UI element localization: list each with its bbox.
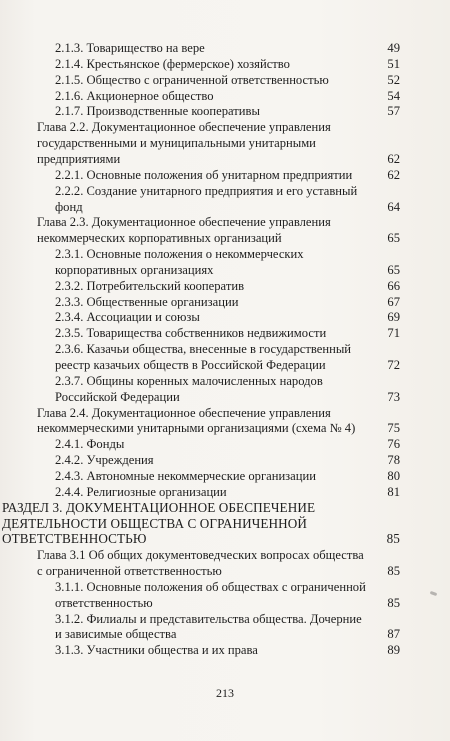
toc-entry-text: 2.4.3. Автономные некоммерческие организации <box>55 468 316 483</box>
toc-line <box>0 40 450 56</box>
toc-page-number: 85 <box>387 595 400 610</box>
toc-page-number: 69 <box>387 310 400 325</box>
toc-line <box>0 516 450 532</box>
toc-line <box>0 500 450 516</box>
toc-page-number: 54 <box>387 88 400 103</box>
toc-page-number: 89 <box>387 643 400 658</box>
toc-page-number: 64 <box>387 199 400 214</box>
toc-line <box>0 468 450 484</box>
toc-line <box>0 436 450 452</box>
toc-line <box>0 135 450 151</box>
toc-entry-text: 2.3.7. Общины коренных малочисленных народов <box>55 373 323 388</box>
toc-entry-text: некоммерческими унитарными организациями (схема № 4) <box>37 421 356 436</box>
toc-line <box>0 199 450 215</box>
toc-line <box>0 56 450 72</box>
toc-line <box>0 373 450 389</box>
toc-entry-text: ДЕЯТЕЛЬНОСТИ ОБЩЕСТВА С ОГРАНИЧЕННОЙ <box>2 515 308 531</box>
toc-entry-text: с ограниченной ответственностью <box>37 564 222 579</box>
toc-entry-text: и зависимые общества <box>55 627 177 642</box>
toc-entry-text: 2.1.6. Акционерное общество <box>55 88 214 103</box>
toc-page-number: 76 <box>387 437 400 452</box>
toc-line <box>0 341 450 357</box>
toc-entry-text: 2.3.2. Потребительский кооператив <box>55 278 245 293</box>
toc-entry-text: 2.4.4. Религиозные организации <box>55 484 227 499</box>
toc-entry-text: 2.1.4. Крестьянское (фермерское) хозяйство <box>55 56 290 71</box>
toc-page-number: 73 <box>387 389 400 404</box>
toc-entry-text: 2.4.1. Фонды <box>55 437 125 452</box>
toc-entry-text: фонд <box>55 199 83 214</box>
toc-line <box>0 309 450 325</box>
toc-line <box>0 183 450 199</box>
toc-entry-text: государственными и муниципальными унитарными <box>37 136 316 151</box>
toc-line <box>0 167 450 183</box>
toc-entry-text: 3.1.2. Филиалы и представительства общества. Дочерние <box>55 611 362 626</box>
toc-entry-text: 3.1.1. Основные положения об обществах с ограниченной <box>55 579 366 594</box>
toc-page-number: 62 <box>387 151 400 166</box>
toc-line <box>0 294 450 310</box>
page-number: 213 <box>216 686 234 700</box>
toc-line <box>0 88 450 104</box>
toc-page-number: 75 <box>387 421 400 436</box>
toc-page-number: 71 <box>387 326 400 341</box>
toc-entry-text: 2.3.4. Ассоциации и союзы <box>55 310 200 325</box>
toc-entry-text: 2.4.2. Учреждения <box>55 453 154 468</box>
toc-line <box>0 325 450 341</box>
toc-line <box>0 626 450 642</box>
toc-line <box>0 151 450 167</box>
toc-entry-text: 3.1.3. Участники общества и их права <box>55 643 258 658</box>
toc-page-number: 49 <box>387 41 400 55</box>
toc-page-number: 65 <box>387 262 400 277</box>
toc-line <box>0 357 450 373</box>
toc-entry-text: Глава 2.2. Документационное обеспечение управления <box>37 120 331 135</box>
toc-entry-text: Российской Федерации <box>55 389 180 404</box>
toc-page-number: 87 <box>387 627 400 642</box>
toc-entry-text: некоммерческих корпоративных организаций <box>37 231 282 246</box>
toc-line <box>0 389 450 405</box>
toc-line <box>0 595 450 611</box>
toc-entry-text: ответственностью <box>55 595 153 610</box>
toc-line <box>0 531 450 547</box>
toc-entry-text: 2.2.1. Основные положения об унитарном предприятии <box>55 167 353 182</box>
toc-line <box>0 103 450 119</box>
toc-page-number: 85 <box>387 564 400 579</box>
toc-entry-text: Глава 2.3. Документационное обеспечение управления <box>37 215 331 230</box>
toc-entry-text: Глава 3.1 Об общих документоведческих вопросах общества <box>37 548 364 563</box>
toc-entry-text: 2.3.5. Товарищества собственников недвижимости <box>55 326 327 341</box>
toc-line <box>0 246 450 262</box>
toc-entry-text: 2.3.6. Казачьи общества, внесенные в государственный <box>55 342 352 357</box>
toc-entry-text: Глава 2.4. Документационное обеспечение управления <box>37 405 331 420</box>
toc-line <box>0 420 450 436</box>
toc-line <box>0 452 450 468</box>
toc-page-number: 51 <box>387 56 400 71</box>
toc-line <box>0 230 450 246</box>
toc-page-number: 62 <box>387 167 400 182</box>
toc-entry-text: предприятиями <box>37 151 121 166</box>
toc-entry-text: 2.3.3. Общественные организации <box>55 294 239 309</box>
toc-page-number: 65 <box>387 231 400 246</box>
toc-line <box>0 262 450 278</box>
toc-page-number: 52 <box>387 72 400 87</box>
toc-line <box>0 484 450 500</box>
toc-line <box>0 72 450 88</box>
toc-line <box>0 547 450 563</box>
toc-page-number: 78 <box>387 453 400 468</box>
toc-line <box>0 563 450 579</box>
toc-page-number: 85 <box>386 531 400 547</box>
toc-line <box>0 278 450 294</box>
toc-line <box>0 642 450 658</box>
toc-page-number: 57 <box>387 104 400 119</box>
toc-entry-text: 2.1.5. Общество с ограниченной ответственностью <box>55 72 329 87</box>
toc-entry-text: корпоративных организациях <box>55 262 214 277</box>
toc-entry-text: 2.1.3. Товарищество на вере <box>55 41 205 55</box>
toc-page-number: 80 <box>387 468 400 483</box>
toc-line <box>0 405 450 421</box>
toc-line <box>0 214 450 230</box>
toc-entry-text: 2.3.1. Основные положения о некоммерческих <box>55 247 304 262</box>
toc-entry-text: реестр казачьих обществ в Российской Федерации <box>55 358 326 372</box>
toc-entry-text: 2.1.7. Производственные кооперативы <box>55 104 260 119</box>
toc-page-number: 67 <box>387 294 400 309</box>
toc-line <box>0 579 450 595</box>
toc-page-number: 72 <box>387 358 400 372</box>
toc-page-number: 81 <box>387 484 400 499</box>
toc-line <box>0 611 450 627</box>
toc-entry-text: РАЗДЕЛ 3. ДОКУМЕНТАЦИОННОЕ ОБЕСПЕЧЕНИЕ <box>2 499 316 515</box>
toc-entry-text: ОТВЕТСТВЕННОСТЬЮ <box>2 531 147 547</box>
toc-page-number: 66 <box>387 278 400 293</box>
toc-entry-text: 2.2.2. Создание унитарного предприятия и его уставный <box>55 183 358 198</box>
toc-line <box>0 119 450 135</box>
